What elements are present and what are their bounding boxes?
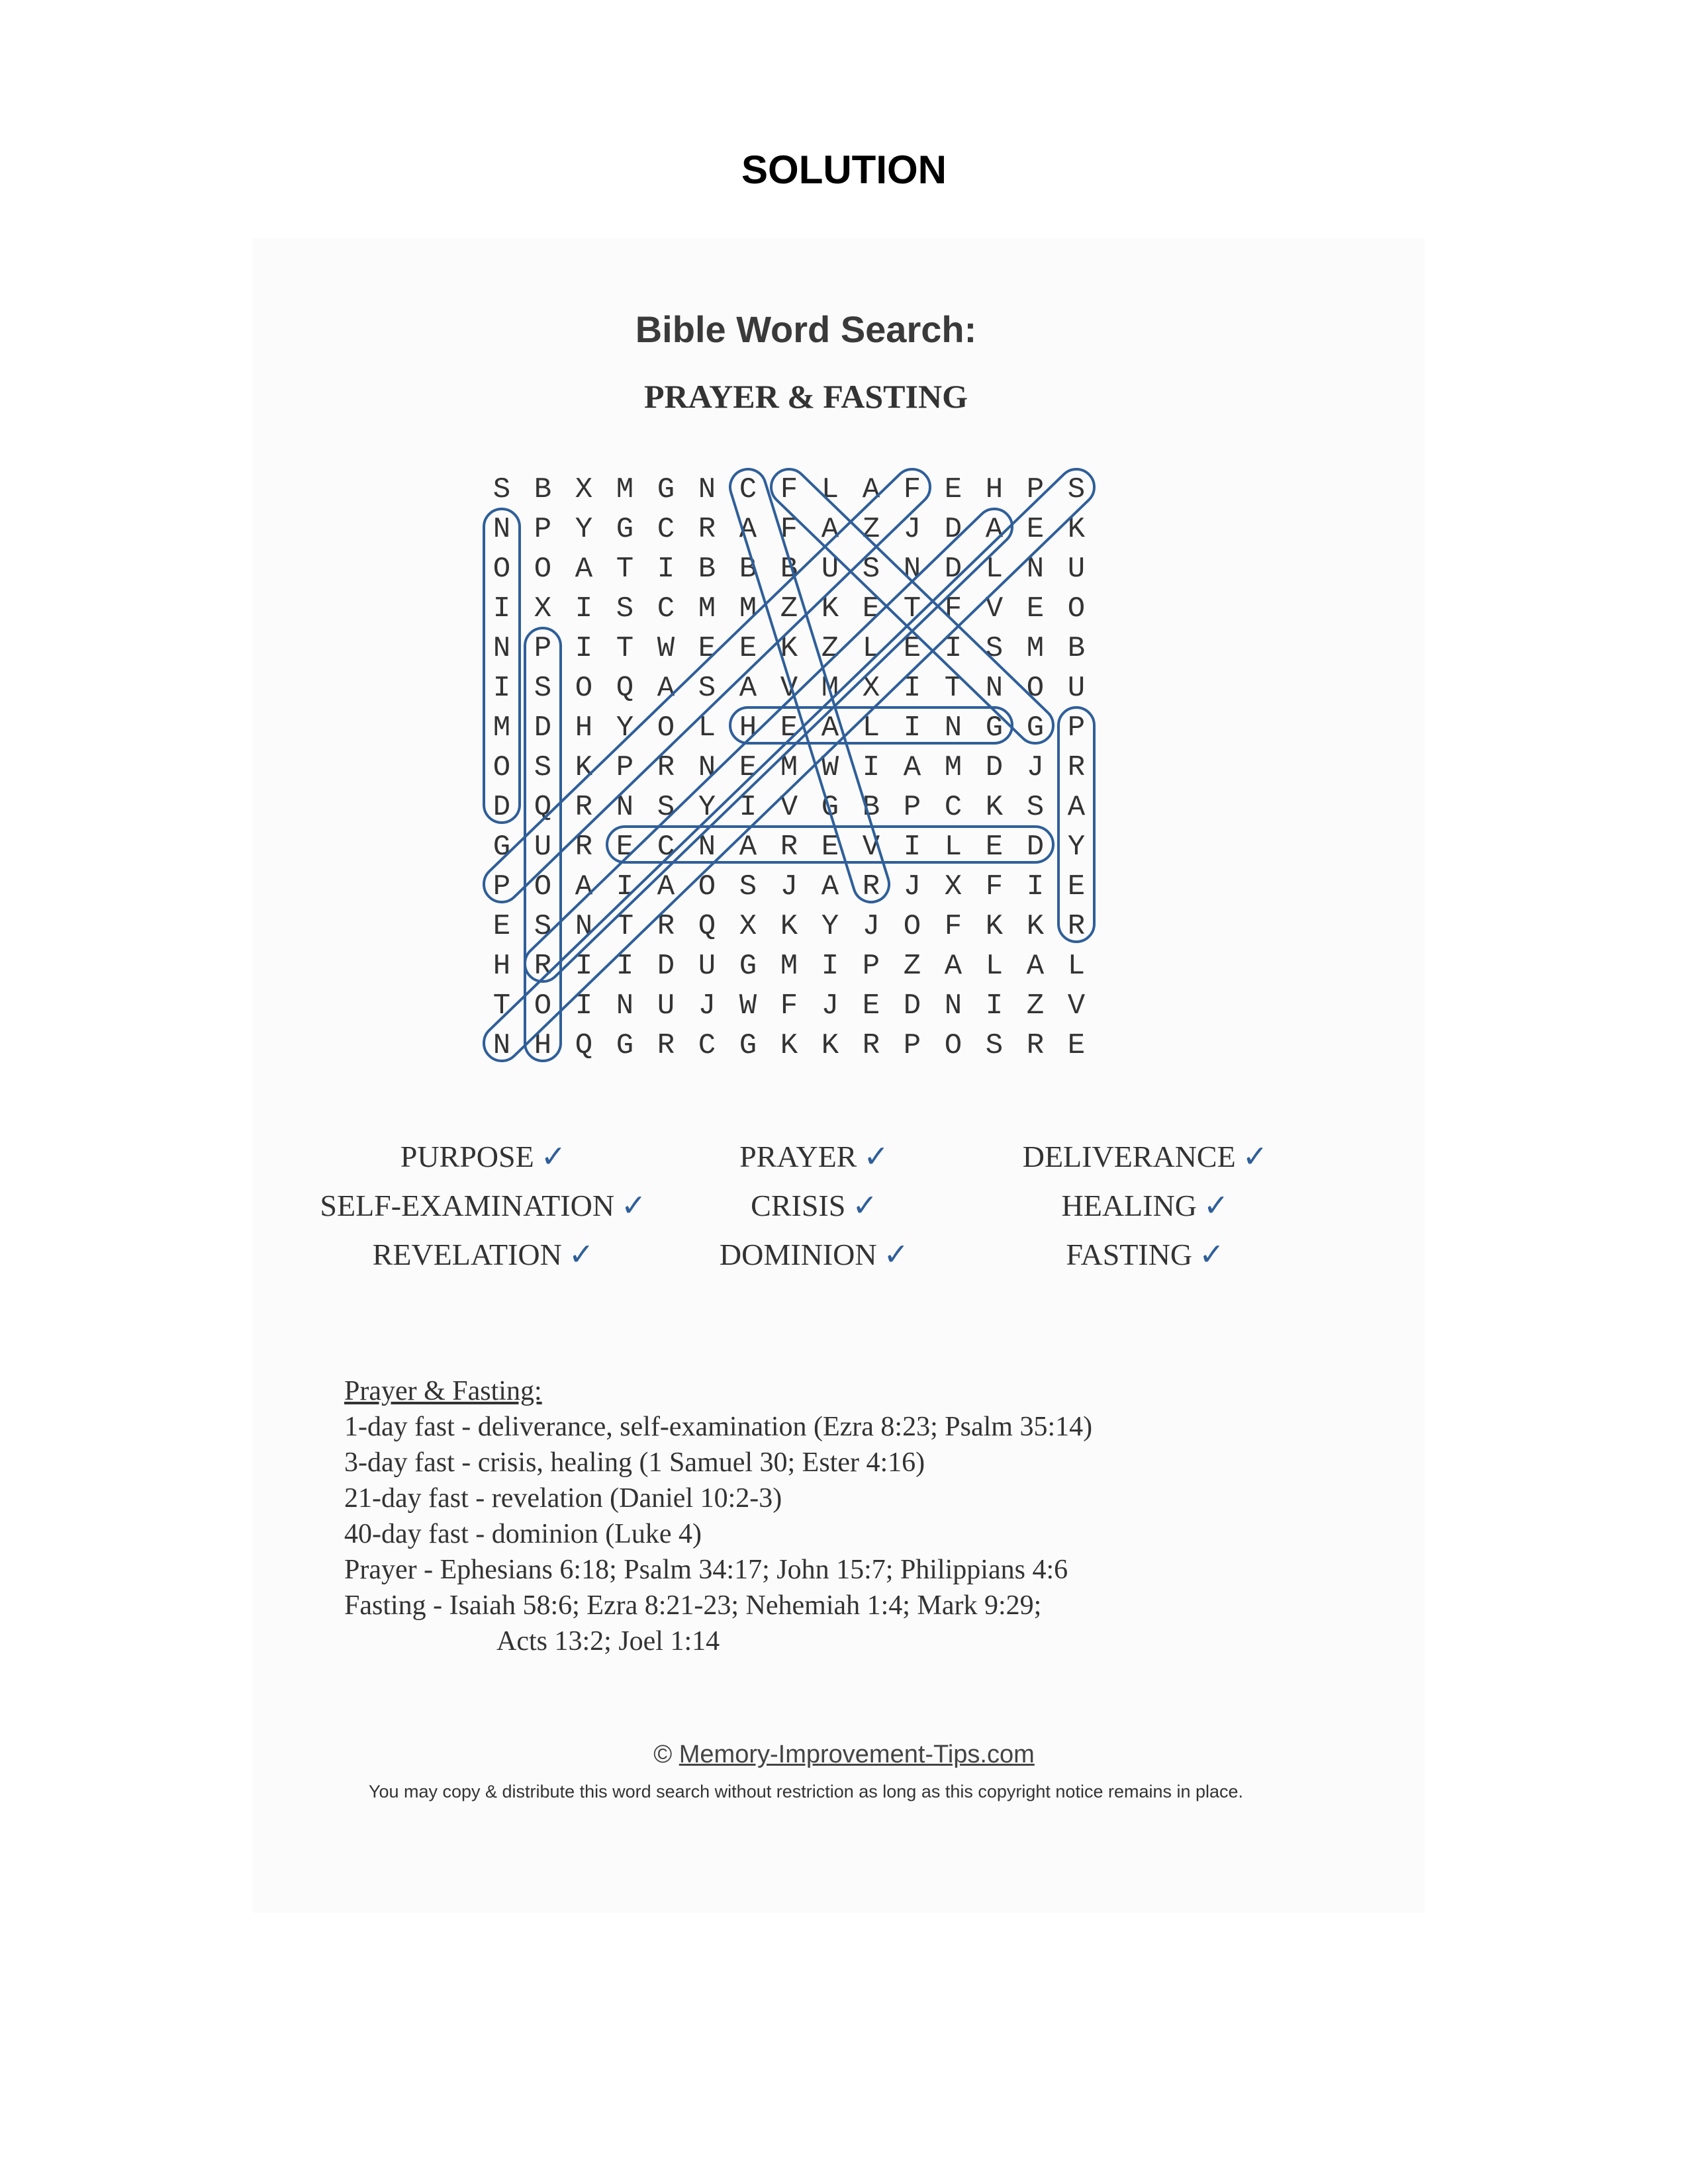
grid-letter: I xyxy=(944,632,962,665)
grid-letter: L xyxy=(862,632,880,665)
checkmark-icon: ✓ xyxy=(852,1189,878,1222)
grid-letter: B xyxy=(780,553,798,586)
copyright-notice: You may copy & distribute this word search without restriction as long as this copyright notice remains in place. xyxy=(368,1782,1244,1801)
grid-letter: K xyxy=(1026,910,1045,943)
grid-letter: J xyxy=(903,513,921,546)
checkmark-icon: ✓ xyxy=(883,1238,910,1271)
grid-letter: J xyxy=(780,870,798,903)
grid-letter: E xyxy=(985,831,1004,864)
grid-letter: A xyxy=(903,751,921,784)
grid-letter: D xyxy=(492,791,511,824)
grid-letter: O xyxy=(944,1029,962,1062)
grid-letter: O xyxy=(534,870,552,903)
notes-line: Fasting - Isaiah 58:6; Ezra 8:21-23; Nehemiah 1:4; Mark 9:29; xyxy=(344,1590,1042,1621)
grid-letter: A xyxy=(739,513,757,546)
notes-continuation: Acts 13:2; Joel 1:14 xyxy=(496,1626,720,1657)
grid-letter: H xyxy=(739,711,757,745)
grid-letter: U xyxy=(534,831,552,864)
grid-letter: X xyxy=(575,473,593,506)
grid-letter: I xyxy=(575,592,593,625)
grid-letter: I xyxy=(862,751,880,784)
grid-letter: M xyxy=(492,711,511,745)
grid-letter: L xyxy=(944,831,962,864)
grid-letter: Q xyxy=(534,791,552,824)
grid-letter: Z xyxy=(821,632,839,665)
grid-letter: U xyxy=(657,989,675,1023)
word-item xyxy=(720,1236,909,1272)
grid-letter: U xyxy=(1067,672,1086,705)
grid-letter: K xyxy=(985,791,1004,824)
grid-letter: K xyxy=(985,910,1004,943)
grid-letter: N xyxy=(492,513,511,546)
grid-letter: S xyxy=(1026,791,1045,824)
word-label: FASTING xyxy=(1066,1238,1193,1271)
grid-letter: Z xyxy=(780,592,798,625)
grid-letter: G xyxy=(1026,711,1045,745)
grid-letter: M xyxy=(780,950,798,983)
grid-letter: V xyxy=(862,831,880,864)
grid-letter: I xyxy=(616,870,634,903)
grid-letter: N xyxy=(903,553,921,586)
grid-letter: P xyxy=(903,1029,921,1062)
grid-letter: Y xyxy=(821,910,839,943)
word-label: CRISIS xyxy=(751,1189,846,1222)
grid-letter: M xyxy=(1026,632,1045,665)
grid-letter: V xyxy=(780,672,798,705)
word-label: SELF-EXAMINATION xyxy=(320,1189,615,1222)
grid-letter: B xyxy=(698,553,716,586)
grid-letter: P xyxy=(616,751,634,784)
grid-letter: C xyxy=(657,513,675,546)
grid-letter: A xyxy=(657,870,675,903)
grid-letter: I xyxy=(1026,870,1045,903)
grid-letter: N xyxy=(575,910,593,943)
grid-letter: I xyxy=(616,950,634,983)
grid-letter: I xyxy=(492,592,511,625)
grid-letter: T xyxy=(616,632,634,665)
word-label: REVELATION xyxy=(372,1238,562,1271)
grid-letter: T xyxy=(492,989,511,1023)
grid-letter: F xyxy=(944,592,962,625)
grid-letter: N xyxy=(944,711,962,745)
grid-letter: O xyxy=(698,870,716,903)
grid-letter: M xyxy=(780,751,798,784)
grid-letter: M xyxy=(616,473,634,506)
grid-letter: N xyxy=(492,1029,511,1062)
grid-letter: D xyxy=(944,513,962,546)
grid-letter: J xyxy=(862,910,880,943)
checkmark-icon: ✓ xyxy=(1203,1189,1229,1222)
grid-letter: C xyxy=(698,1029,716,1062)
grid-letter: S xyxy=(534,672,552,705)
notes-heading: Prayer & Fasting: xyxy=(344,1376,542,1406)
grid-letter: R xyxy=(534,950,552,983)
word-item xyxy=(739,1138,889,1174)
grid-letter: N xyxy=(698,473,716,506)
grid-letter: G xyxy=(657,473,675,506)
word-item xyxy=(1023,1138,1268,1174)
grid-letter: I xyxy=(985,989,1004,1023)
grid-letter: R xyxy=(698,513,716,546)
grid-letter: D xyxy=(903,989,921,1023)
word-label: DOMINION xyxy=(719,1238,877,1271)
grid-letter: P xyxy=(903,791,921,824)
grid-letter: D xyxy=(944,553,962,586)
grid-letter: O xyxy=(903,910,921,943)
grid-letter: N xyxy=(944,989,962,1023)
word-item xyxy=(751,1187,878,1223)
grid-letter: O xyxy=(575,672,593,705)
grid-letter: E xyxy=(1067,1029,1086,1062)
grid-letter: E xyxy=(492,910,511,943)
grid-letter: J xyxy=(821,989,839,1023)
grid-letter: F xyxy=(780,989,798,1023)
grid-letter: P xyxy=(534,513,552,546)
grid-letter: O xyxy=(657,711,675,745)
grid-letter: R xyxy=(862,870,880,903)
grid-letter: C xyxy=(944,791,962,824)
grid-letter: S xyxy=(616,592,634,625)
grid-letter: A xyxy=(862,473,880,506)
page-title: SOLUTION xyxy=(741,148,947,192)
grid-letter: G xyxy=(821,791,839,824)
grid-letter: Z xyxy=(1026,989,1045,1023)
checkmark-icon: ✓ xyxy=(621,1189,647,1222)
grid-letter: B xyxy=(534,473,552,506)
grid-letter: I xyxy=(575,632,593,665)
checkmark-icon: ✓ xyxy=(568,1238,594,1271)
grid-letter: W xyxy=(657,632,675,665)
grid-letter: M xyxy=(698,592,716,625)
notes-line: 1-day fast - deliverance, self-examination (Ezra 8:23; Psalm 35:14) xyxy=(344,1412,1093,1442)
grid-letter: M xyxy=(944,751,962,784)
grid-letter: E xyxy=(903,632,921,665)
grid-letter: R xyxy=(1067,910,1086,943)
grid-letter: A xyxy=(1026,950,1045,983)
grid-letter: N xyxy=(698,831,716,864)
grid-letter: F xyxy=(780,473,798,506)
grid-letter: O xyxy=(1067,592,1086,625)
word-label: DELIVERANCE xyxy=(1022,1140,1236,1173)
grid-letter: I xyxy=(903,672,921,705)
grid-letter: I xyxy=(821,950,839,983)
grid-letter: Y xyxy=(575,513,593,546)
grid-letter: D xyxy=(985,751,1004,784)
grid-letter: B xyxy=(739,553,757,586)
grid-letter: Q xyxy=(698,910,716,943)
grid-letter: V xyxy=(1067,989,1086,1023)
grid-letter: K xyxy=(821,1029,839,1062)
grid-letter: S xyxy=(534,910,552,943)
grid-letter: S xyxy=(1067,473,1086,506)
grid-letter: Q xyxy=(616,672,634,705)
grid-letter: H xyxy=(492,950,511,983)
grid-letter: I xyxy=(903,711,921,745)
word-label: PURPOSE xyxy=(400,1140,534,1173)
grid-letter: X xyxy=(862,672,880,705)
grid-letter: Y xyxy=(616,711,634,745)
grid-letter: N xyxy=(985,672,1004,705)
worksheet-title: Bible Word Search: xyxy=(635,308,977,350)
grid-letter: Q xyxy=(575,1029,593,1062)
grid-letter: E xyxy=(780,711,798,745)
grid-letter: M xyxy=(739,592,757,625)
grid-letter: I xyxy=(575,989,593,1023)
grid-letter: J xyxy=(1026,751,1045,784)
checkmark-icon: ✓ xyxy=(1199,1238,1225,1271)
grid-letter: E xyxy=(862,592,880,625)
grid-letter: S xyxy=(657,791,675,824)
grid-letter: S xyxy=(862,553,880,586)
grid-letter: B xyxy=(862,791,880,824)
grid-letter: A xyxy=(657,672,675,705)
grid-letter: Y xyxy=(698,791,716,824)
grid-letter: A xyxy=(985,513,1004,546)
grid-letter: L xyxy=(1067,950,1086,983)
grid-letter: R xyxy=(1026,1029,1045,1062)
copyright-line xyxy=(0,1741,1688,1769)
grid-letter: J xyxy=(903,870,921,903)
checkmark-icon: ✓ xyxy=(1242,1140,1268,1173)
grid-letter: G xyxy=(492,831,511,864)
grid-letter: Y xyxy=(1067,831,1086,864)
grid-letter: W xyxy=(739,989,757,1023)
grid-letter: A xyxy=(739,831,757,864)
grid-letter: E xyxy=(1067,870,1086,903)
grid-letter: A xyxy=(575,870,593,903)
grid-letter: E xyxy=(944,473,962,506)
grid-letter: E xyxy=(739,632,757,665)
grid-letter: S xyxy=(492,473,511,506)
grid-letter: R xyxy=(575,791,593,824)
grid-letter: K xyxy=(1067,513,1086,546)
grid-letter: E xyxy=(698,632,716,665)
grid-letter: R xyxy=(862,1029,880,1062)
checkmark-icon: ✓ xyxy=(540,1140,567,1173)
grid-letter: G xyxy=(985,711,1004,745)
grid-letter: L xyxy=(985,553,1004,586)
grid-letter: E xyxy=(616,831,634,864)
notes-line: 3-day fast - crisis, healing (1 Samuel 30; Ester 4:16) xyxy=(344,1447,925,1478)
grid-letter: P xyxy=(1026,473,1045,506)
grid-letter: T xyxy=(944,672,962,705)
notes-line: Prayer - Ephesians 6:18; Psalm 34:17; John 15:7; Philippians 4:6 xyxy=(344,1555,1068,1585)
grid-letter: O xyxy=(534,989,552,1023)
grid-letter: S xyxy=(985,1029,1004,1062)
grid-letter: P xyxy=(492,870,511,903)
grid-letter: P xyxy=(534,632,552,665)
notes-line: 21-day fast - revelation (Daniel 10:2-3) xyxy=(344,1483,782,1514)
grid-letter: S xyxy=(698,672,716,705)
grid-letter: K xyxy=(780,632,798,665)
grid-letter: U xyxy=(1067,553,1086,586)
grid-letter: Z xyxy=(903,950,921,983)
grid-letter: V xyxy=(985,592,1004,625)
grid-letter: K xyxy=(780,910,798,943)
grid-letter: S xyxy=(534,751,552,784)
notes-section xyxy=(344,1373,1271,1659)
grid-letter: E xyxy=(1026,513,1045,546)
grid-letter: E xyxy=(821,831,839,864)
grid-letter: R xyxy=(657,751,675,784)
grid-letter: E xyxy=(1026,592,1045,625)
site-link[interactable]: Memory-Improvement-Tips.com xyxy=(679,1741,1035,1768)
word-item xyxy=(1062,1187,1229,1223)
grid-letter: I xyxy=(739,791,757,824)
grid-letter: O xyxy=(1026,672,1045,705)
grid-letter: X xyxy=(534,592,552,625)
grid-letter: L xyxy=(985,950,1004,983)
notes-line: 40-day fast - dominion (Luke 4) xyxy=(344,1519,702,1549)
grid-letter: M xyxy=(821,672,839,705)
grid-letter: L xyxy=(821,473,839,506)
grid-letter: F xyxy=(985,870,1004,903)
worksheet-subtitle: PRAYER & FASTING xyxy=(644,378,968,415)
grid-letter: T xyxy=(903,592,921,625)
grid-letter: H xyxy=(985,473,1004,506)
grid-letter: O xyxy=(492,751,511,784)
grid-letter: E xyxy=(862,989,880,1023)
word-item xyxy=(1066,1236,1224,1272)
grid-letter: C xyxy=(657,831,675,864)
grid-letter: O xyxy=(492,553,511,586)
grid-letter: G xyxy=(616,1029,634,1062)
grid-letter: I xyxy=(575,950,593,983)
grid-letter: I xyxy=(657,553,675,586)
grid-letter: X xyxy=(944,870,962,903)
grid-letter: S xyxy=(985,632,1004,665)
grid-letter: N xyxy=(698,751,716,784)
grid-letter: F xyxy=(780,513,798,546)
word-label: PRAYER xyxy=(739,1140,857,1173)
grid-letter: G xyxy=(616,513,634,546)
grid-letter: D xyxy=(1026,831,1045,864)
grid-letter: L xyxy=(698,711,716,745)
grid-letter: F xyxy=(944,910,962,943)
grid-letter: T xyxy=(616,910,634,943)
grid-letter: G xyxy=(739,950,757,983)
grid-letter: A xyxy=(1067,791,1086,824)
grid-letter: K xyxy=(575,751,593,784)
word-label: HEALING xyxy=(1061,1189,1197,1222)
grid-letter: I xyxy=(903,831,921,864)
grid-letter: N xyxy=(616,791,634,824)
grid-letter: S xyxy=(739,870,757,903)
grid-letter: E xyxy=(739,751,757,784)
grid-letter: R xyxy=(575,831,593,864)
word-item xyxy=(373,1236,594,1272)
grid-letter: N xyxy=(616,989,634,1023)
grid-letter: X xyxy=(739,910,757,943)
grid-letter: A xyxy=(821,870,839,903)
grid-letter: O xyxy=(534,553,552,586)
word-search-grid xyxy=(480,463,1115,1079)
grid-letter: D xyxy=(534,711,552,745)
checkmark-icon: ✓ xyxy=(863,1140,889,1173)
grid-letter: K xyxy=(821,592,839,625)
grid-letter: H xyxy=(575,711,593,745)
grid-letter: J xyxy=(698,989,716,1023)
grid-letter: C xyxy=(657,592,675,625)
grid-letter: H xyxy=(534,1029,552,1062)
grid-letter: W xyxy=(821,751,839,784)
grid-letter: R xyxy=(657,910,675,943)
grid-letter: U xyxy=(698,950,716,983)
grid-letter: A xyxy=(739,672,757,705)
grid-letter: T xyxy=(616,553,634,586)
grid-letter: A xyxy=(575,553,593,586)
word-item xyxy=(320,1187,646,1223)
grid-letter: F xyxy=(903,473,921,506)
grid-letter: P xyxy=(862,950,880,983)
grid-letter: N xyxy=(492,632,511,665)
grid-letter: R xyxy=(780,831,798,864)
word-item xyxy=(400,1138,567,1174)
grid-letter: C xyxy=(739,473,757,506)
word-list xyxy=(318,1138,1311,1291)
grid-letter: R xyxy=(1067,751,1086,784)
grid-letter: A xyxy=(821,711,839,745)
grid-letter: P xyxy=(1067,711,1086,745)
grid-letter: B xyxy=(1067,632,1086,665)
grid-letter: K xyxy=(780,1029,798,1062)
grid-letter: N xyxy=(1026,553,1045,586)
grid-letter: R xyxy=(657,1029,675,1062)
grid-letter: G xyxy=(739,1029,757,1062)
grid-letter: L xyxy=(862,711,880,745)
grid-letter: Z xyxy=(862,513,880,546)
grid-letter: A xyxy=(944,950,962,983)
grid-letter: I xyxy=(492,672,511,705)
grid-letter: V xyxy=(780,791,798,824)
copyright-icon: © xyxy=(653,1741,673,1768)
grid-letter: A xyxy=(821,513,839,546)
grid-letter: U xyxy=(821,553,839,586)
grid-letter: D xyxy=(657,950,675,983)
